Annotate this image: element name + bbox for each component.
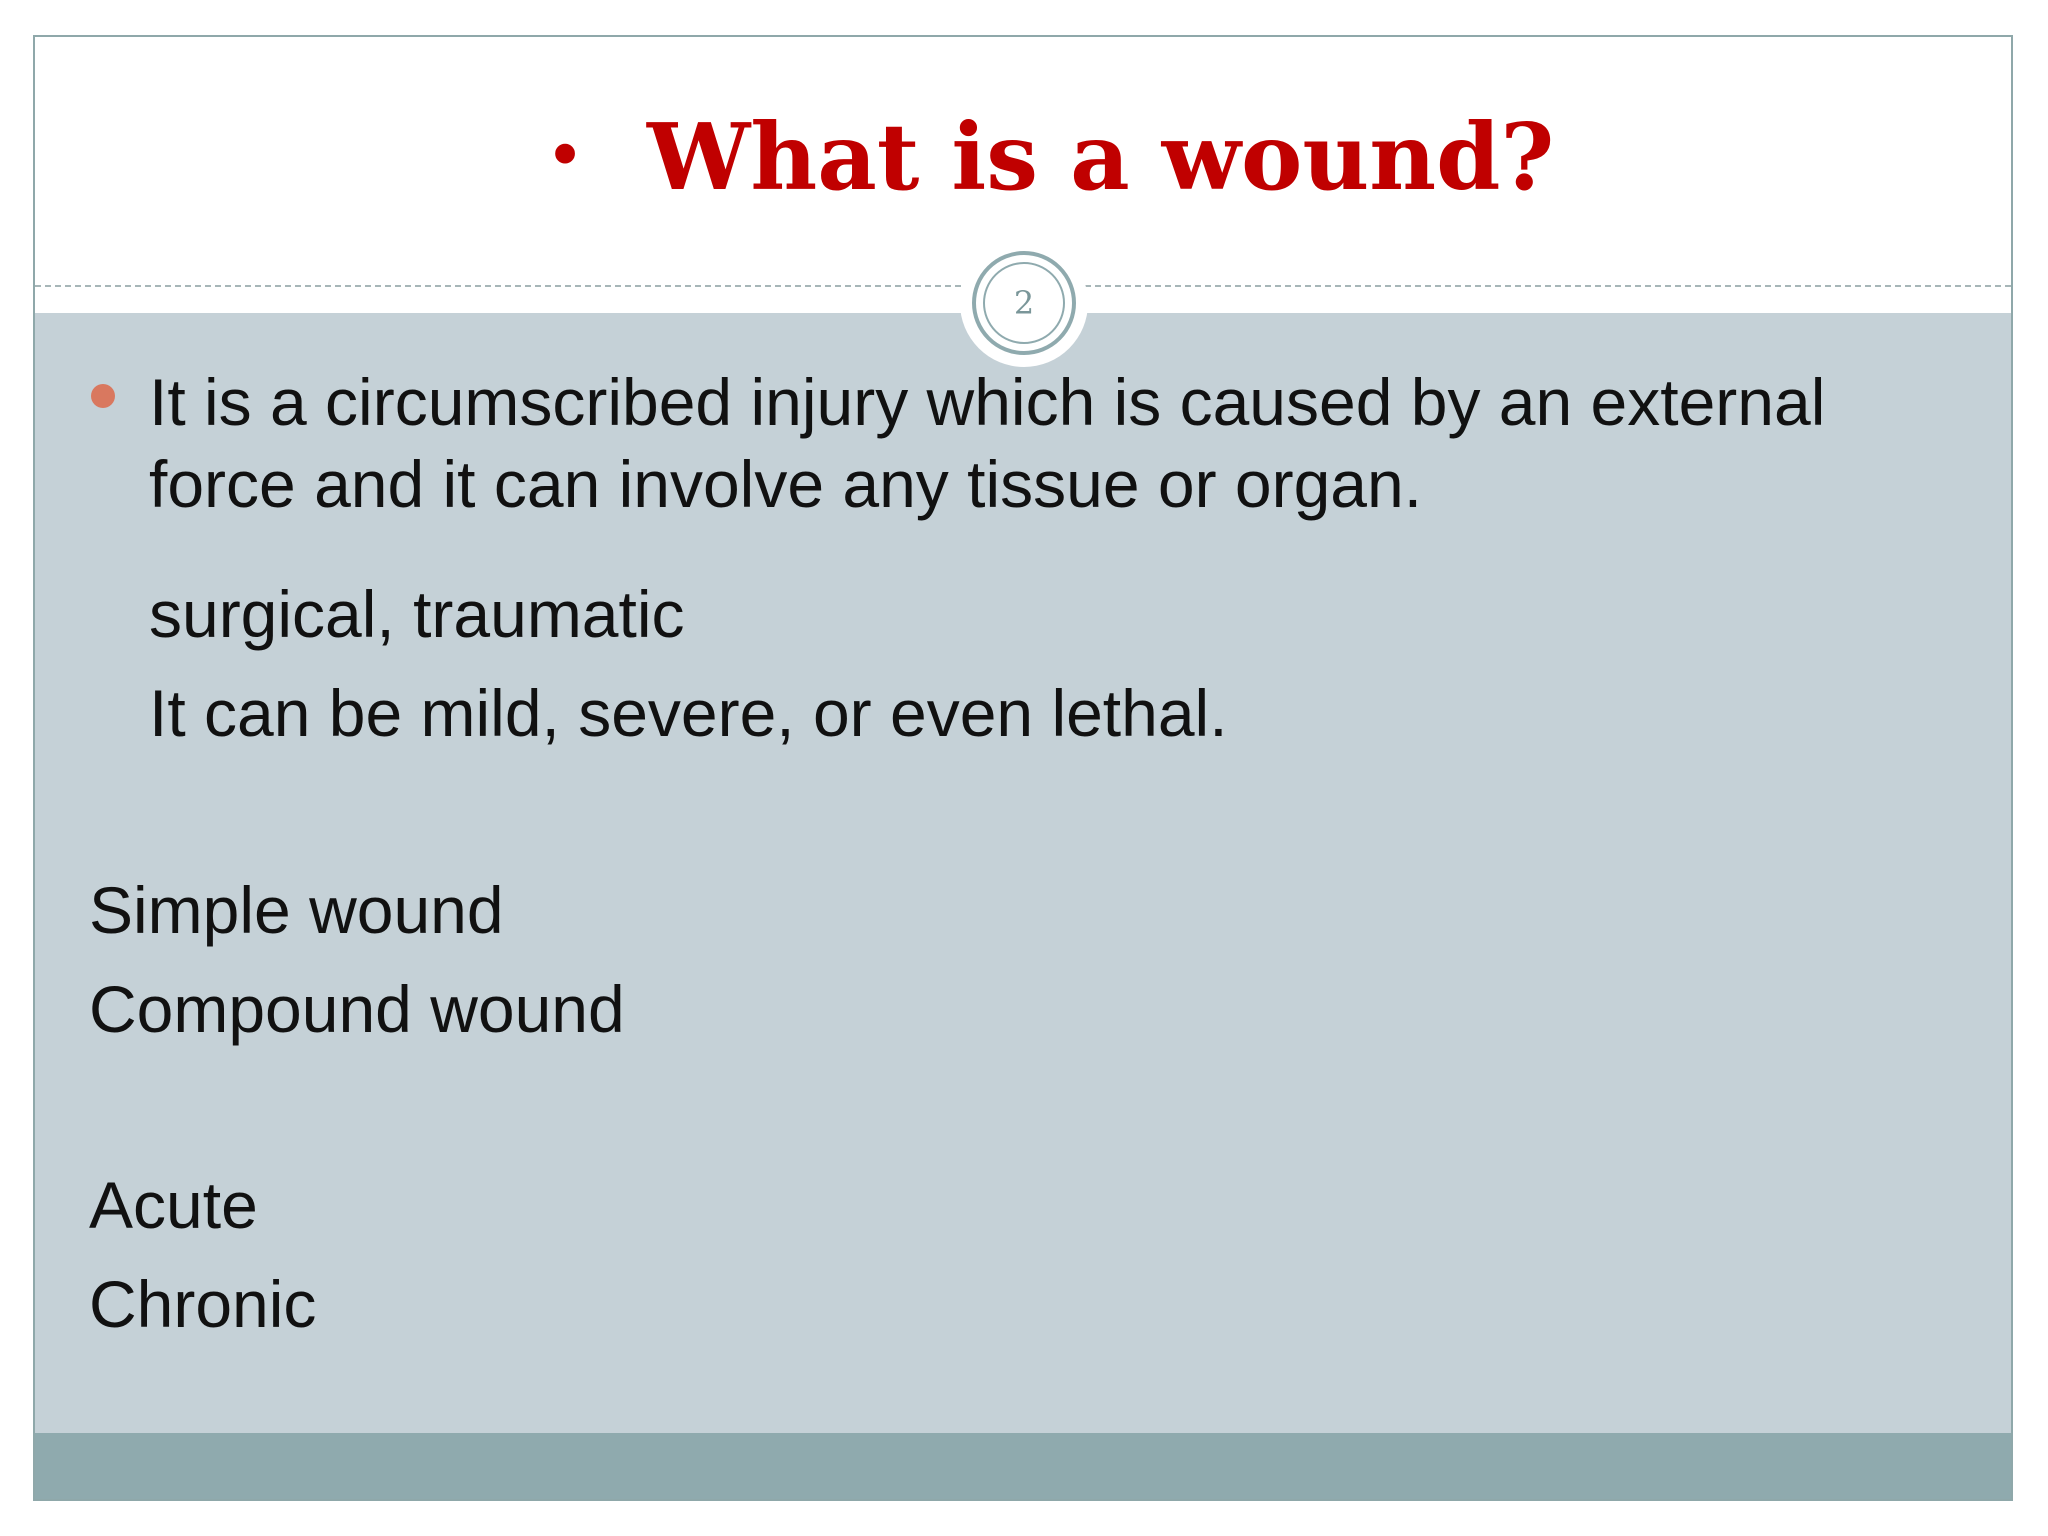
bullet-dot-icon <box>91 384 115 408</box>
list-item: Compound wound <box>89 972 625 1046</box>
bullet-text: It is a circumscribed injury which is caused by an external force and it can involve any tissue or organ. <box>149 365 1826 521</box>
list-item: Simple wound <box>89 873 504 947</box>
slide-title: What is a wound? <box>647 103 1555 211</box>
list-item: Acute <box>89 1168 258 1242</box>
footer-band <box>35 1433 2011 1501</box>
slide <box>33 35 2013 1501</box>
sub-line: surgical, traumatic <box>149 577 685 651</box>
sub-line: It can be mild, severe, or even lethal. <box>149 676 1228 750</box>
page-number: 2 <box>1013 284 1035 322</box>
title-bullet: • <box>545 117 586 196</box>
list-item: Chronic <box>89 1267 317 1341</box>
